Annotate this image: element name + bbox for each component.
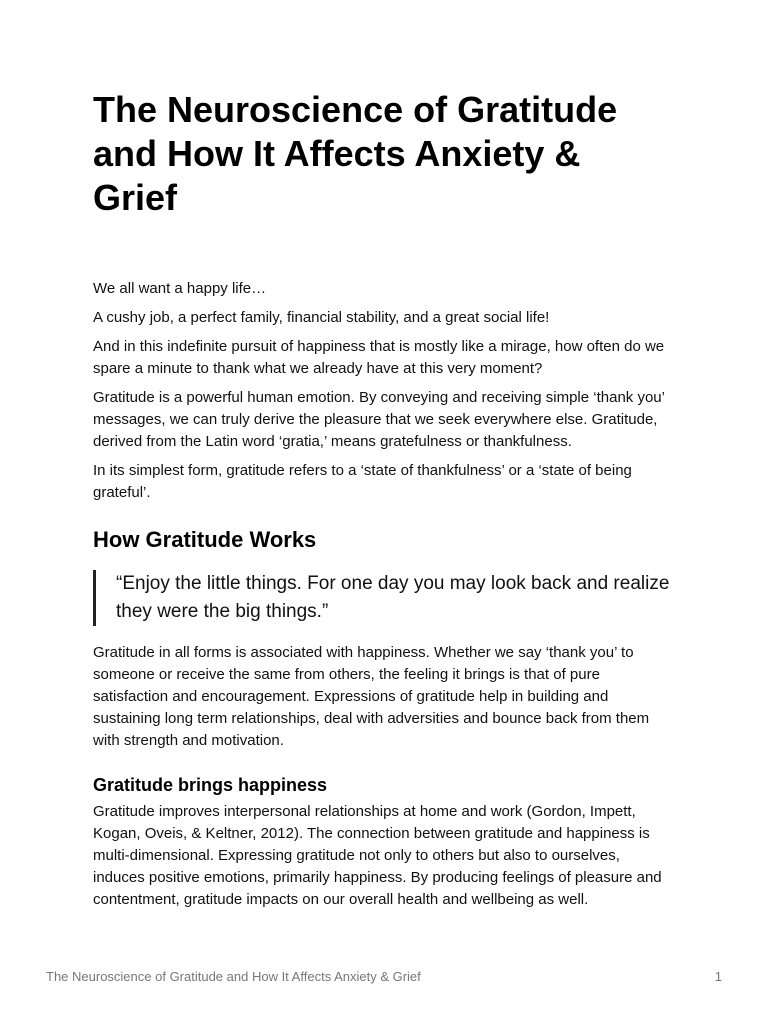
section-paragraph: Gratitude improves interpersonal relationships at home and work (Gordon, Impett, Kogan, Oveis, & Keltner, 2012). The connection between gratitude and happiness is multi-dimensional. Expressing gratitude not only to others but also to ourselves, induces positive emotions, primarily happiness. By producing feelings of pleasure and contentment, gratitude impacts on our overall health and wellbeing as well. <box>93 803 662 908</box>
document-body <box>93 88 673 918</box>
page-footer <box>46 968 722 986</box>
subheading-gratitude-brings-happiness: Gratitude brings happiness <box>93 775 328 795</box>
intro-paragraph: Gratitude is a powerful human emotion. By conveying and receiving simple ‘thank you’ messages, we can truly derive the pleasure that we seek everywhere else. Gratitude, derived from the Latin word ‘gratia,’ means gratefulness or thankfulness. <box>93 389 665 450</box>
footer-title: The Neuroscience of Gratitude and How It Affects Anxiety & Grief <box>46 969 421 984</box>
section-paragraph: Gratitude in all forms is associated with happiness. Whether we say ‘thank you’ to someone or receive the same from others, the feeling it brings is that of pure satisfaction and encouragement. Expressions of gratitude help in building and sustaining long term relationships, deal with adversities and bounce back from them with strength and motivation. <box>93 644 650 749</box>
section-heading-how-gratitude-works: How Gratitude Works <box>93 527 317 552</box>
intro-section <box>93 278 673 504</box>
pull-quote: “Enjoy the little things. For one day you may look back and realize they were the big things.” <box>93 570 673 626</box>
intro-paragraph: A cushy job, a perfect family, financial stability, and a great social life! <box>93 309 550 326</box>
intro-paragraph: And in this indefinite pursuit of happiness that is mostly like a mirage, how often do we spare a minute to thank what we already have at this very moment? <box>93 338 665 377</box>
intro-paragraph: We all want a happy life… <box>93 280 267 297</box>
document-title: The Neuroscience of Gratitude and How It Affects Anxiety & Grief <box>93 89 618 218</box>
page-number: 1 <box>714 969 722 984</box>
intro-paragraph: In its simplest form, gratitude refers to a ‘state of thankfulness’ or a ‘state of being grateful’. <box>93 462 632 501</box>
